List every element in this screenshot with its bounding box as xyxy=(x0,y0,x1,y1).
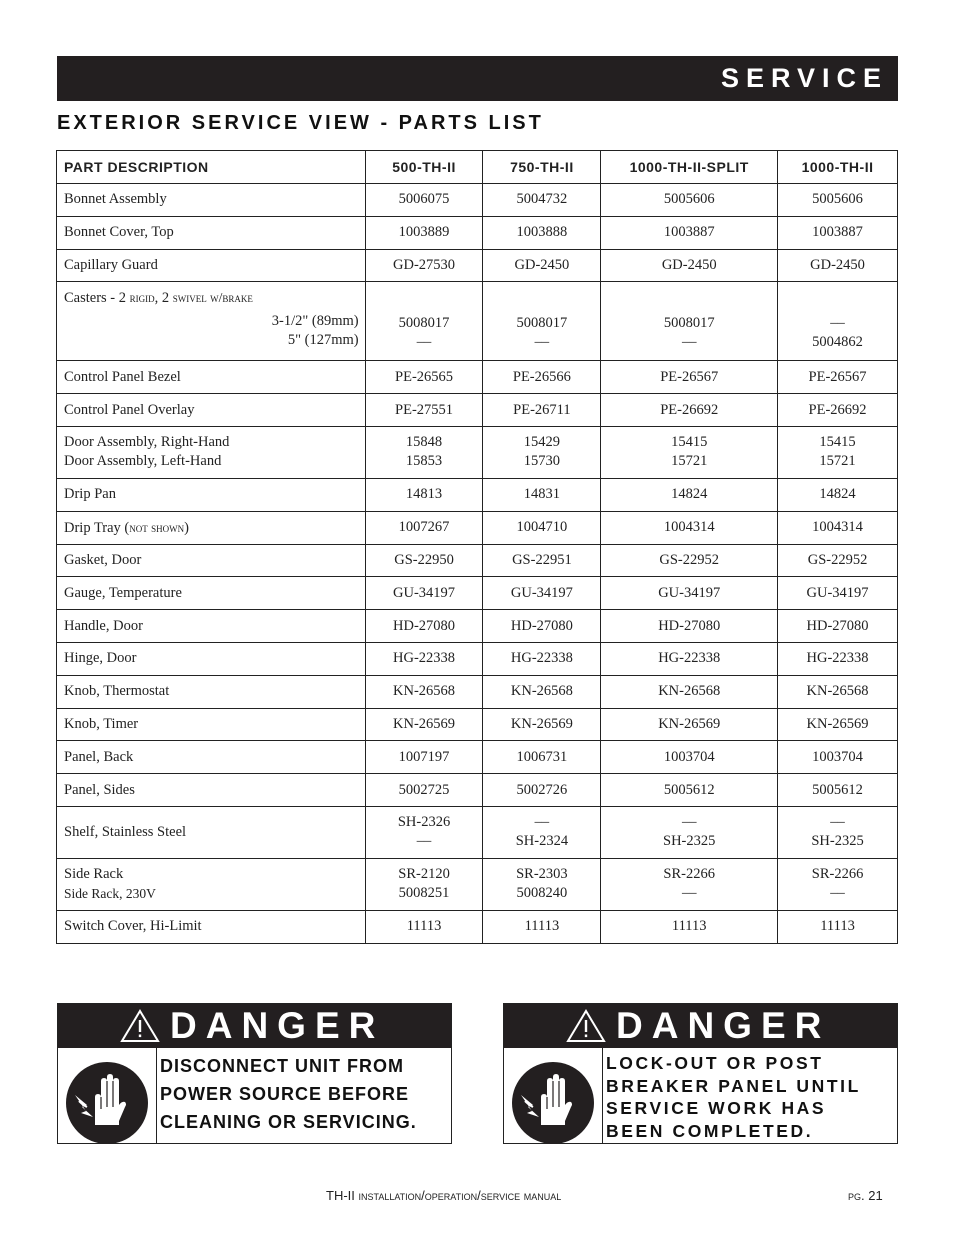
part-description: Control Panel Overlay xyxy=(57,394,366,427)
table-row xyxy=(57,216,898,249)
caster-size-2: 5" (127mm) xyxy=(287,332,359,349)
drip-tray-paren: ) xyxy=(184,519,189,536)
part-number: 15415 xyxy=(671,434,708,451)
part-number-cell xyxy=(601,858,778,910)
hand-electric-shock-icon xyxy=(511,1061,595,1145)
part-number: GS-22951 xyxy=(483,544,601,577)
table-row xyxy=(57,511,898,544)
part-number-cell xyxy=(483,806,601,858)
danger-message xyxy=(160,1052,447,1136)
part-number: GU-34197 xyxy=(365,577,483,610)
part-number: KN-26568 xyxy=(601,675,778,708)
table-header-row xyxy=(57,151,898,184)
part-number-cell xyxy=(365,858,483,910)
danger-title: DANGER xyxy=(170,1005,385,1046)
danger-message-line: DISCONNECT UNIT FROM xyxy=(160,1056,404,1076)
part-number: 5002725 xyxy=(365,774,483,807)
part-number: GU-34197 xyxy=(601,577,778,610)
part-number: HD-27080 xyxy=(601,610,778,643)
part-number: HD-27080 xyxy=(365,610,483,643)
table-row xyxy=(57,910,898,943)
part-number-cell xyxy=(365,806,483,858)
part-number: 15721 xyxy=(819,453,856,470)
part-number: 1003887 xyxy=(601,216,778,249)
hand-shock-icon-box xyxy=(504,1048,603,1143)
header-1000-th-ii-split: 1000-TH-II-SPLIT xyxy=(601,151,778,184)
part-number: 1003887 xyxy=(778,216,898,249)
part-number: 1003704 xyxy=(601,741,778,774)
part-number: 14824 xyxy=(778,478,898,511)
part-number: GD-27530 xyxy=(365,249,483,282)
part-number: GS-22950 xyxy=(365,544,483,577)
part-number: PE-26692 xyxy=(778,394,898,427)
part-number: GD-2450 xyxy=(601,249,778,282)
part-number: PE-26711 xyxy=(483,394,601,427)
danger-box-disconnect xyxy=(57,1003,452,1144)
part-number: –– xyxy=(681,814,697,831)
part-number: KN-26569 xyxy=(778,708,898,741)
manual-title xyxy=(326,1188,561,1203)
model-name: TH-II xyxy=(326,1188,359,1203)
danger-message-line: BREAKER PANEL UNTIL xyxy=(606,1075,861,1096)
page-prefix: pg. xyxy=(848,1188,865,1203)
table-row xyxy=(57,708,898,741)
part-number: 11113 xyxy=(483,910,601,943)
part-number: KN-26568 xyxy=(778,675,898,708)
table-row xyxy=(57,544,898,577)
danger-message-line: LOCK-OUT OR POST xyxy=(606,1053,824,1073)
part-number: 5004732 xyxy=(483,184,601,217)
part-number-cell xyxy=(601,806,778,858)
table-row xyxy=(57,249,898,282)
warning-triangle-icon xyxy=(566,1009,606,1043)
part-number: PE-26565 xyxy=(365,361,483,394)
part-description: Knob, Timer xyxy=(57,708,366,741)
part-number: GD-2450 xyxy=(483,249,601,282)
part-number: 1004314 xyxy=(601,511,778,544)
drip-tray-not-shown: not shown xyxy=(129,519,185,535)
part-number: 1007267 xyxy=(365,511,483,544)
part-number: 5008017 xyxy=(398,315,450,332)
page-number-value: 21 xyxy=(864,1188,883,1203)
part-number: –– xyxy=(534,814,550,831)
part-description: Panel, Sides xyxy=(57,774,366,807)
part-number: 14824 xyxy=(601,478,778,511)
part-number: –– xyxy=(830,814,845,831)
part-number: 15848 xyxy=(405,434,443,451)
table-row xyxy=(57,741,898,774)
table-row xyxy=(57,394,898,427)
danger-message-line: POWER SOURCE BEFORE xyxy=(160,1084,410,1104)
table-row xyxy=(57,478,898,511)
part-description: Control Panel Bezel xyxy=(57,361,366,394)
part-number: GD-2450 xyxy=(778,249,898,282)
part-number: –– xyxy=(416,833,432,850)
part-number: 5005606 xyxy=(778,184,898,217)
danger-message-line: SERVICE WORK HAS xyxy=(606,1098,827,1118)
part-number: 5008240 xyxy=(516,885,568,902)
door-right-label: Door Assembly, Right-Hand xyxy=(64,434,230,451)
part-number: PE-26567 xyxy=(778,361,898,394)
part-number: KN-26569 xyxy=(601,708,778,741)
table-row xyxy=(57,577,898,610)
part-description xyxy=(57,511,366,544)
danger-title: DANGER xyxy=(616,1005,831,1046)
part-number: 5006075 xyxy=(365,184,483,217)
part-number: PE-26566 xyxy=(483,361,601,394)
part-number: PE-27551 xyxy=(365,394,483,427)
part-number: SR-2266 xyxy=(663,866,715,883)
part-number-cell xyxy=(483,426,601,478)
part-number: 15415 xyxy=(819,434,856,451)
part-number-cell xyxy=(601,426,778,478)
part-number-cell xyxy=(778,858,898,910)
casters-swivel: swivel w/brake xyxy=(172,290,253,306)
hand-shock-icon-box xyxy=(58,1048,157,1143)
part-number: –– xyxy=(416,334,432,351)
casters-rigid: rigid xyxy=(129,290,155,306)
part-number-cell xyxy=(365,426,483,478)
part-number: PE-26567 xyxy=(601,361,778,394)
danger-header xyxy=(58,1004,451,1048)
part-number: KN-26568 xyxy=(483,675,601,708)
part-description xyxy=(57,858,366,910)
part-description: Panel, Back xyxy=(57,741,366,774)
section-title: EXTERIOR SERVICE VIEW - PARTS LIST xyxy=(57,112,544,134)
part-number: 1004314 xyxy=(778,511,898,544)
door-left-label: Door Assembly, Left-Hand xyxy=(64,453,222,470)
caster-size-1: 3-1/2" (89mm) xyxy=(271,313,359,330)
part-number: 11113 xyxy=(365,910,483,943)
table-row xyxy=(57,184,898,217)
danger-message-line: CLEANING OR SERVICING. xyxy=(160,1112,417,1132)
table-row xyxy=(57,675,898,708)
table-row xyxy=(57,361,898,394)
part-number: 5005612 xyxy=(601,774,778,807)
part-number: 5005606 xyxy=(601,184,778,217)
part-description: Bonnet Cover, Top xyxy=(57,216,366,249)
part-number: KN-26569 xyxy=(483,708,601,741)
part-number-cell xyxy=(483,282,601,361)
part-number: GU-34197 xyxy=(778,577,898,610)
part-description: Knob, Thermostat xyxy=(57,675,366,708)
casters-text: Casters - 2 xyxy=(64,290,130,307)
side-rack-230v-label: Side Rack, 230V xyxy=(64,885,156,901)
part-number: –– xyxy=(681,334,697,351)
part-number: –– xyxy=(534,334,550,351)
part-number: GU-34197 xyxy=(483,577,601,610)
table-row-casters xyxy=(57,282,898,361)
part-number: 5002726 xyxy=(483,774,601,807)
hand-electric-shock-icon xyxy=(65,1061,149,1145)
danger-box-lockout xyxy=(503,1003,898,1144)
part-description: Gasket, Door xyxy=(57,544,366,577)
table-row xyxy=(57,774,898,807)
part-number: HD-27080 xyxy=(483,610,601,643)
part-description: Hinge, Door xyxy=(57,642,366,675)
part-description: Shelf, Stainless Steel xyxy=(57,806,366,858)
part-number: 14831 xyxy=(483,478,601,511)
part-number: 1007197 xyxy=(365,741,483,774)
part-number: SH-2325 xyxy=(663,833,716,850)
table-row xyxy=(57,426,898,478)
casters-text-2: , 2 xyxy=(154,290,173,307)
part-number: 5004862 xyxy=(812,334,863,351)
part-number: SH-2325 xyxy=(811,833,864,850)
casters-label xyxy=(64,290,253,306)
danger-message-line: BEEN COMPLETED. xyxy=(606,1120,814,1141)
table-row xyxy=(57,806,898,858)
part-number: 15853 xyxy=(405,453,443,470)
part-number: SR-2266 xyxy=(811,866,864,883)
part-number: HD-27080 xyxy=(778,610,898,643)
header-part-description: PART DESCRIPTION xyxy=(57,151,366,184)
part-number: SH-2326 xyxy=(397,814,451,831)
part-description xyxy=(57,426,366,478)
drip-tray-text: Drip Tray ( xyxy=(64,519,130,536)
manual-name: installation/operation/service manual xyxy=(358,1188,562,1203)
table-row xyxy=(57,642,898,675)
part-number-cell xyxy=(778,806,898,858)
part-number: 1006731 xyxy=(483,741,601,774)
part-number-cell xyxy=(778,282,898,361)
part-description: Bonnet Assembly xyxy=(57,184,366,217)
part-number: 15429 xyxy=(523,434,561,451)
part-description xyxy=(57,282,366,361)
part-number: SR-2120 xyxy=(398,866,450,883)
part-description: Capillary Guard xyxy=(57,249,366,282)
part-number: –– xyxy=(681,885,697,902)
part-number: SH-2324 xyxy=(515,833,569,850)
part-description: Switch Cover, Hi-Limit xyxy=(57,910,366,943)
warning-triangle-icon xyxy=(120,1009,160,1043)
part-number: 5008017 xyxy=(663,315,715,332)
part-number-cell xyxy=(778,426,898,478)
part-number-cell xyxy=(365,282,483,361)
danger-header xyxy=(504,1004,897,1048)
part-description: Handle, Door xyxy=(57,610,366,643)
parts-table xyxy=(56,150,898,944)
header-500-th-ii: 500-TH-II xyxy=(365,151,483,184)
part-number: GS-22952 xyxy=(601,544,778,577)
danger-message xyxy=(606,1052,893,1142)
part-number: 5008251 xyxy=(398,885,450,902)
part-number: 5005612 xyxy=(778,774,898,807)
part-number: 1003888 xyxy=(483,216,601,249)
part-number: HG-22338 xyxy=(601,642,778,675)
header-1000-th-ii: 1000-TH-II xyxy=(778,151,898,184)
part-number: –– xyxy=(830,885,845,902)
part-number: HG-22338 xyxy=(778,642,898,675)
part-number-cell xyxy=(483,858,601,910)
part-number: 15730 xyxy=(523,453,561,470)
part-number: PE-26692 xyxy=(601,394,778,427)
header-750-th-ii: 750-TH-II xyxy=(483,151,601,184)
part-number: KN-26569 xyxy=(365,708,483,741)
part-number: 1003704 xyxy=(778,741,898,774)
part-number: HG-22338 xyxy=(365,642,483,675)
service-banner: SERVICE xyxy=(57,56,898,101)
side-rack-label: Side Rack xyxy=(64,865,124,882)
part-number: –– xyxy=(830,315,845,332)
table-row xyxy=(57,858,898,910)
part-number: 1003889 xyxy=(365,216,483,249)
part-number: 11113 xyxy=(778,910,898,943)
part-description: Gauge, Temperature xyxy=(57,577,366,610)
part-number: 1004710 xyxy=(483,511,601,544)
part-number: HG-22338 xyxy=(483,642,601,675)
part-number: 15721 xyxy=(671,453,708,470)
part-number: 11113 xyxy=(601,910,778,943)
part-number-cell xyxy=(601,282,778,361)
part-number: 5008017 xyxy=(516,315,568,332)
part-number: 14813 xyxy=(365,478,483,511)
part-description: Drip Pan xyxy=(57,478,366,511)
table-row xyxy=(57,610,898,643)
page-number xyxy=(848,1188,883,1203)
part-number: KN-26568 xyxy=(365,675,483,708)
part-number: SR-2303 xyxy=(516,866,568,883)
part-number: GS-22952 xyxy=(778,544,898,577)
